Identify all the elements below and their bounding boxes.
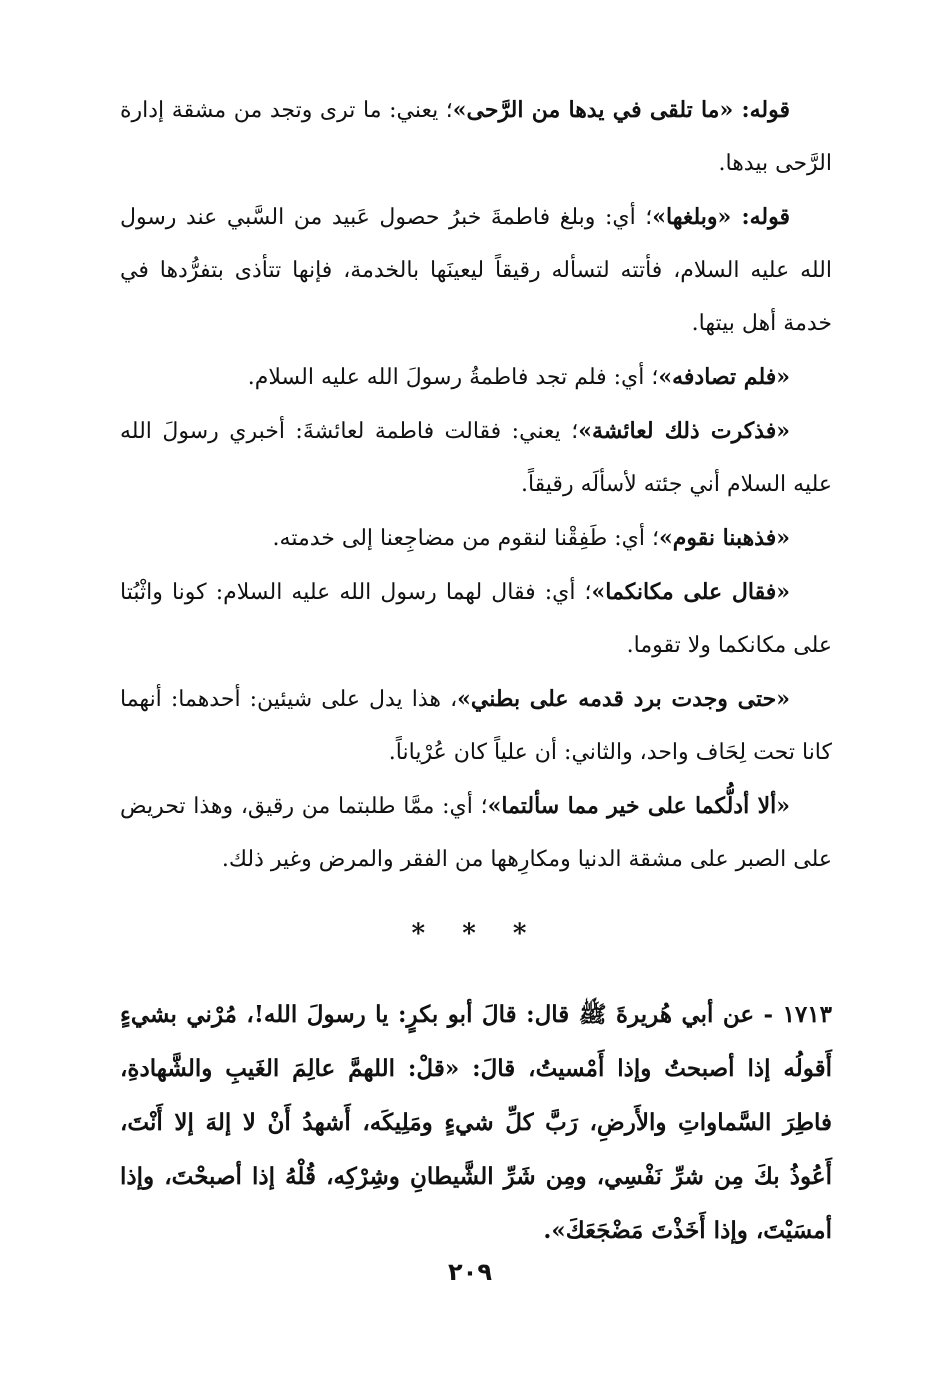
commentary-text: ؛ أي: ممَّا طلبتما من رقيق، وهذا تحريض على الصبر على مشقة الدنيا ومكارِهها من الفقر والمرض وغير ذلك. <box>120 794 832 872</box>
page-body <box>120 84 832 1258</box>
commentary-lemma: «فذهبنا نقوم» <box>658 525 790 551</box>
commentary-text: ؛ يعني: فقالت فاطمة لعائشةَ: أخبري رسولَ الله عليه السلام أني جئته لأسألَه رقيقاً. <box>120 419 832 497</box>
commentary-text: ؛ أي: فقال لهما رسول الله عليه السلام: كونا واثْبُتا على مكانكما ولا تقوما. <box>120 580 832 658</box>
commentary-paragraph <box>120 566 832 672</box>
commentary-lemma: قوله: «وبلغها» <box>652 204 790 230</box>
commentary-lemma: قوله: «ما تلقى في يدها من الرَّحى» <box>452 97 790 123</box>
commentary-paragraph <box>120 673 832 779</box>
hadith-text: ١٧١٣ - عن أبي هُريرةَ ﷺ قال: قالَ أبو بكرٍ: يا رسولَ الله!، مُرْني بشيءٍ أَقولُه إذا أصبحتُ وإذا أَمْسيتُ، قالَ: «قلْ: اللهمَّ عالِمَ الغَيبِ والشَّهادةِ، فاطِرَ السَّماواتِ والأَرضِ، رَبَّ كلِّ شيءٍ ومَلِيكَه، أَشهدُ أَنْ لا إلهَ إلا أَنْتَ، أَعُوذُ بكَ مِن شرِّ نَفْسِي، ومِن شَرِّ الشَّيطانِ وشِرْكِه، قُلْهُ إذا أصبحْتَ، وإذا أمسَيْتَ، وإذا أَخَذْتَ مَضْجَعَكَ». <box>120 1001 832 1244</box>
commentary-paragraph <box>120 191 832 350</box>
commentary-section <box>120 84 832 886</box>
commentary-lemma: «حتى وجدت برد قدمه على بطني» <box>457 686 790 712</box>
commentary-paragraph <box>120 780 832 886</box>
commentary-paragraph <box>120 351 832 404</box>
commentary-text: ؛ أي: فلم تجد فاطمةُ رسولَ الله عليه السلام. <box>247 365 659 390</box>
section-separator: * * * <box>411 919 541 949</box>
commentary-text: ؛ يعني: ما ترى وتجد من مشقة إدارة الرَّحى بيدها. <box>120 98 832 176</box>
commentary-lemma: «فقال على مكانكما» <box>591 579 791 605</box>
commentary-text: ؛ أي: طَفِقْنا لنقوم من مضاجِعنا إلى خدمته. <box>272 526 659 551</box>
commentary-lemma: «فلم تصادفه» <box>658 364 790 390</box>
commentary-paragraph <box>120 405 832 511</box>
commentary-paragraph <box>120 512 832 565</box>
page-number: ٢٠٩ <box>448 1258 492 1286</box>
commentary-text: ، هذا يدل على شيئين: أحدهما: أنهما كانا تحت لِحَاف واحد، والثاني: أن علياً كان عُرْياناً. <box>120 687 832 765</box>
commentary-lemma: «فذكرت ذلك لعائشة» <box>578 418 791 444</box>
commentary-paragraph <box>120 84 832 190</box>
commentary-lemma: «ألا أدلُّكما على خير مما سألتما» <box>487 793 790 819</box>
commentary-text: ؛ أي: وبلغ فاطمةَ خبرُ حصول عَبيد من السَّبي عند رسول الله عليه السلام، فأتته لتسأله رقيقاً ليعينَها بالخدمة، فإنها تتأذى بتفرُّدها في خدمة أهل بيتها. <box>120 205 832 336</box>
